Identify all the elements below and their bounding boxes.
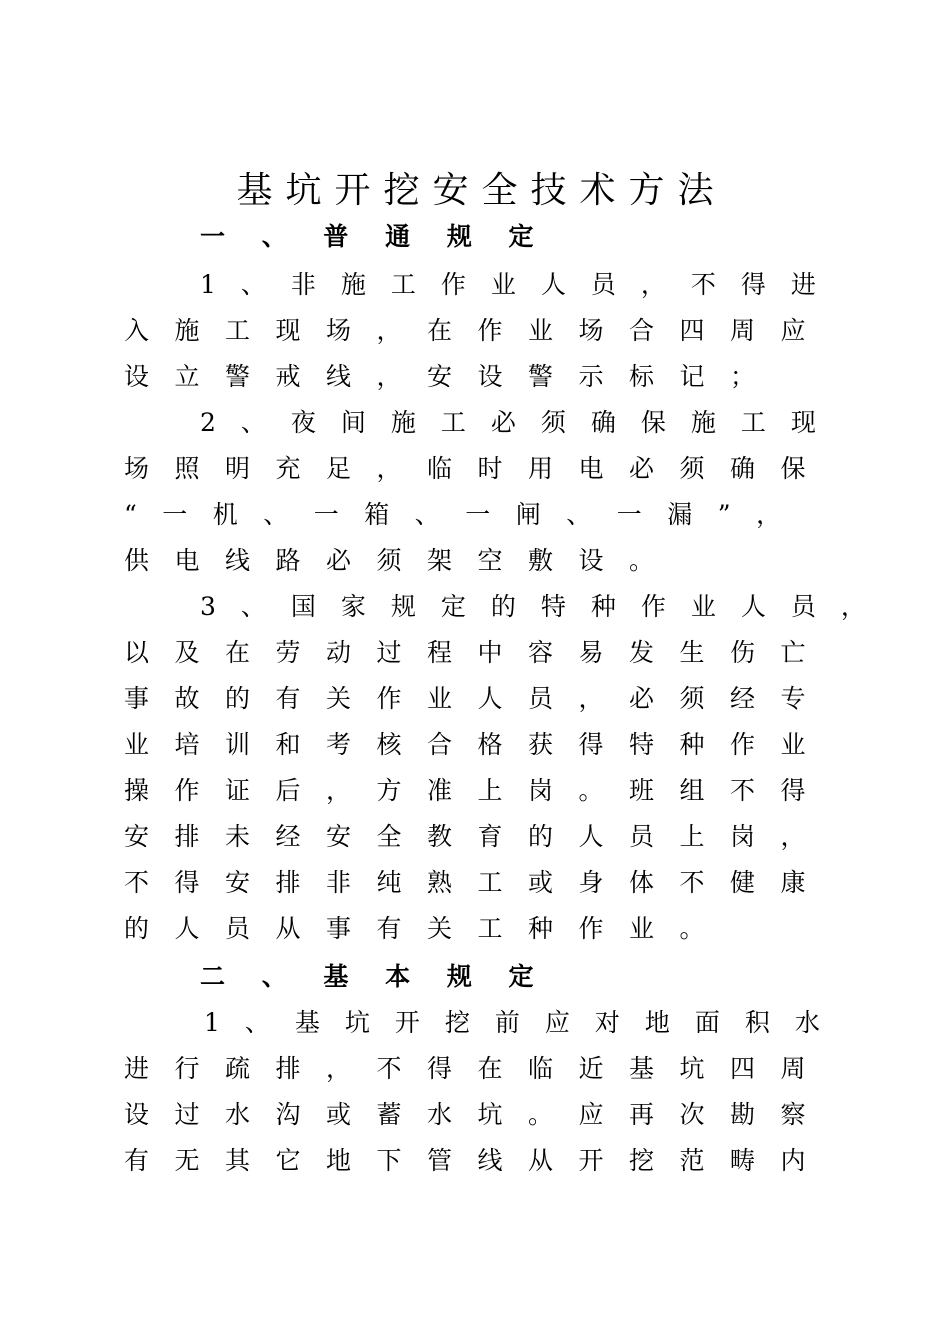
line-text: 操作证后，方准上岗。班组不得	[124, 776, 832, 805]
line-text: 业培训和考核合格获得特种作业	[124, 730, 832, 759]
line-text: 有无其它地下管线从开挖范畴内	[124, 1146, 832, 1175]
line-text: 3、国家规定的特种作业人员，	[200, 592, 891, 621]
paragraph-line	[124, 1046, 844, 1092]
line-text: 场照明充足，临时用电必须确保	[124, 454, 832, 483]
page-title: 基坑开挖安全技术方法	[236, 170, 727, 211]
paragraph-line	[124, 1092, 844, 1138]
paragraph-line	[124, 446, 844, 492]
heading-text: 一 、 普 通 规 定	[200, 222, 548, 251]
line-text: 1、非施工作业人员，不得进	[200, 270, 841, 299]
section-heading-basic	[200, 954, 920, 1000]
line-text: 以及在劳动过程中容易发生伤亡	[124, 638, 832, 667]
paragraph-line	[124, 308, 844, 354]
paragraph-line	[124, 492, 844, 538]
line-text: 2、夜间施工必须确保施工现	[200, 408, 841, 437]
line-text: 不得安排非纯熟工或身体不健康	[124, 868, 832, 897]
line-text: 安排未经安全教育的人员上岗，	[124, 822, 832, 851]
paragraph-line	[124, 814, 844, 860]
paragraph-line	[124, 584, 891, 630]
paragraph-line	[124, 676, 844, 722]
line-text: 事故的有关作业人员，必须经专	[124, 684, 832, 713]
paragraph-line	[124, 768, 844, 814]
line-text: 的人员从事有关工种作业。	[124, 914, 731, 943]
paragraph-line	[124, 354, 844, 400]
line-text: 设过水沟或蓄水坑。应再次勘察	[124, 1100, 832, 1129]
line-text: 进行疏排，不得在临近基坑四周	[124, 1054, 832, 1083]
line-text: 入施工现场，在作业场合四周应	[124, 316, 832, 345]
section-heading-general	[200, 214, 920, 260]
line-text: “一机、一箱、一闸、一漏”，	[124, 500, 807, 529]
line-text: 1、基坑开挖前应对地面积水	[204, 1008, 845, 1037]
paragraph-line	[124, 1138, 844, 1184]
line-text: 设立警戒线，安设警示标记；	[124, 362, 781, 391]
paragraph-line	[124, 262, 844, 308]
paragraph-line	[124, 860, 844, 906]
paragraph-line	[124, 722, 844, 768]
paragraph-line	[124, 400, 844, 446]
line-text: 供电线路必须架空敷设。	[124, 546, 680, 575]
paragraph-line	[124, 906, 844, 952]
paragraph-line	[124, 538, 844, 584]
paragraph-line	[124, 630, 844, 676]
heading-text: 二 、 基 本 规 定	[200, 962, 548, 991]
paragraph-line	[124, 1000, 844, 1046]
